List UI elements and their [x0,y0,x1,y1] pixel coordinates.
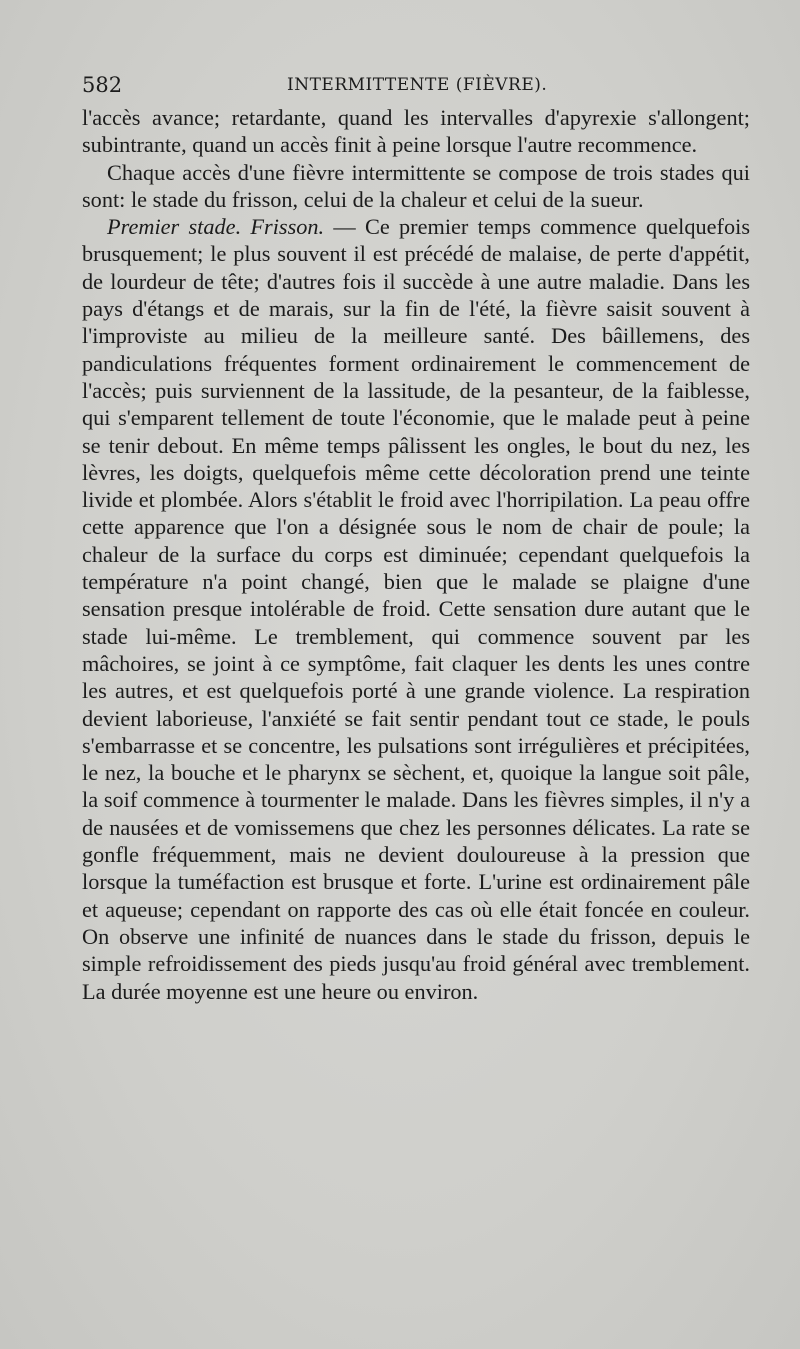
paragraph-frisson [82,213,750,1005]
book-page [82,66,750,1005]
body-text [82,104,750,1005]
running-title: INTERMITTENTE (FIÈVRE). [287,75,548,95]
page-header [82,66,750,104]
paragraph-continuation: l'accès avance; retardante, quand les intervalles d'apyrexie s'allongent; subintrante, quand un accès finit à peine lorsque l'autre recommence. [82,105,750,158]
paragraph-frisson-text: — Ce premier temps commence quelquefois brusquement; le plus souvent il est précédé de malaise, de perte d'appétit, de lourdeur de tête; d'autres fois il succède à une autre maladie. Dans les pays d'étangs et de marais, sur la fin de l'été, la fièvre saisit souvent à l'improviste au milieu de la meilleure santé. Des bâillemens, des pandiculations fréquentes forment ordinairement le commencement de l'accès; puis surviennent de la lassitude, de la pesanteur, de la faiblesse, qui s'emparent tellement de toute l'économie, que le malade peut à peine se tenir debout. En même temps pâlissent les ongles, le bout du nez, les lèvres, les doigts, quelquefois même cette décoloration prend une teinte livide et plombée. Alors s'établit le froid avec l'horripilation. La peau offre cette apparence que l'on a désignée sous le nom de chair de poule; la chaleur de la surface du corps est diminuée; cependant quelquefois la température n'a point changé, bien que le malade se plaigne d'une sensation presque intolérable de froid. Cette sensation dure autant que le stade lui-même. Le tremblement, qui commence souvent par les mâchoires, se joint à ce symptôme, fait claquer les dents les unes contre les autres, et est quelquefois porté à une grande violence. La respiration devient laborieuse, l'anxiété se fait sentir pendant tout ce stade, le pouls s'embarrasse et se concentre, les pulsations sont irrégulières et précipitées, le nez, la bouche et le pharynx se sèchent, et, quoique la langue soit pâle, la soif commence à tourmenter le malade. Dans les fièvres simples, il n'y a de nausées et de vomissemens que chez les personnes délicates. La rate se gonfle fréquemment, mais ne devient douloureuse à la pression que lorsque la tuméfaction est brusque et forte. L'urine est ordinairement pâle et aqueuse; cependant on rapporte des cas où elle était foncée en couleur. On observe une infinité de nuances dans le stade du frisson, depuis le simple refroidissement des pieds jusqu'au froid général avec tremblement. La durée moyenne est une heure ou environ. [82,214,750,1004]
page-number: 582 [82,73,123,97]
paragraph-stades: Chaque accès d'une fièvre intermittente se compose de trois stades qui sont: le stade du frisson, celui de la chaleur et celui de la sueur. [82,159,750,212]
section-heading: Premier stade. Frisson. [107,214,325,240]
